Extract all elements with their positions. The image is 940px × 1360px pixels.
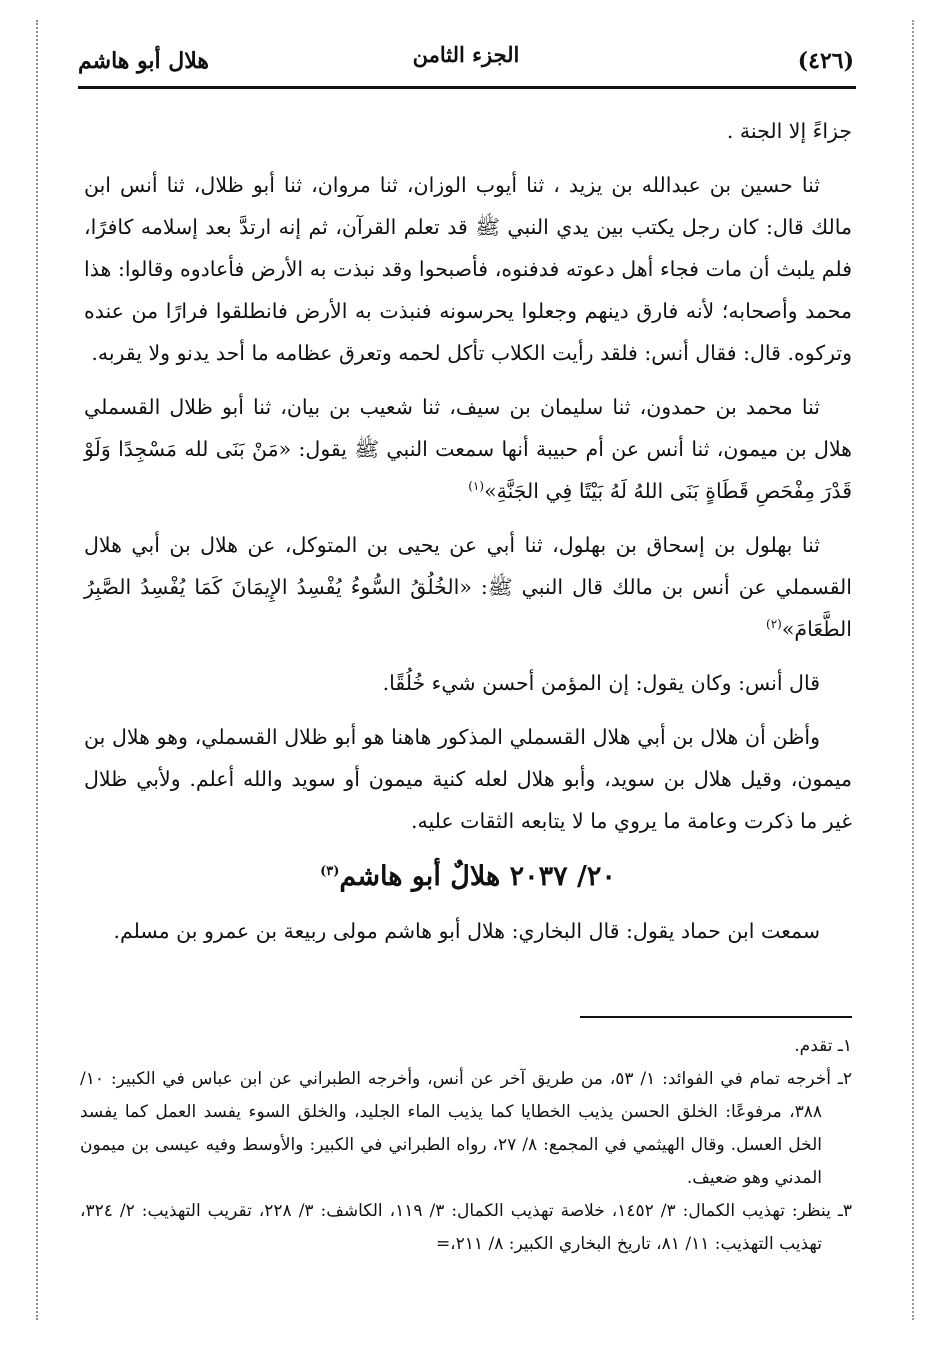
entry-heading-text: ٢٠/ ٢٠٣٧ هلالٌ أبو هاشم [339,861,616,892]
paragraph-2-text: ثنا محمد بن حمدون، ثنا سليمان بن سيف، ثنا شعيب بن بيان، ثنا أبو ظلال القسملي هلال بن ميمون، ثنا أنس عن أم حبيبة أنها سمعت النبي ﷺ يقول: «مَنْ بَنَى لله مَسْجِدًا وَلَوْ قَدْرَ مِفْحَصِ قَطَاةٍ بَنَى اللهُ لَهُ بَيْتًا فِي الجَنَّةِ» [84,395,852,503]
page-header [78,40,854,80]
page-number: (٤٢٦) [797,48,854,74]
paragraph-1: ثنا حسين بن عبدالله بن يزيد ، ثنا أيوب الوزان، ثنا مروان، ثنا أبو ظلال، ثنا أنس ابن مالك قال: كان رجل يكتب بين يدي النبي ﷺ قد تعلم القرآن، ثم إنه ارتدَّ بعد إسلامه كافرًا، فلم يلبث أن مات فجاء أهل دعوته فدفنوه، فأصبحوا وقد نبذت به الأرض فأعادوه وقالوا: هذا محمد وأصحابه؛ لأنه فارق دينهم وجعلوا يحرسونه فنبذت به الأرض فانطلقوا فرارًا من عنده وتركوه. قال: فقال أنس: فلقد رأيت الكلاب تأكل لحمه وتعرق عظامه ما أحد يدنو ولا يقربه. [84,173,852,365]
paragraph-3-text: ثنا بهلول بن إسحاق بن بهلول، ثنا أبي عن يحيى بن المتوكل، عن هلال بن أبي هلال القسملي عن أنس بن مالك قال النبي ﷺ: «الخُلُقُ السُّوءُ يُفْسِدُ الإِيمَانَ كَمَا يُفْسِدُ الصَّبِرُ الطَّعَامَ» [84,533,852,641]
part-title: الجزء الثامن [412,42,520,67]
right-margin-dots [912,20,914,1320]
footnote-ref-3: (٣) [320,864,340,879]
footnote-ref-2: (٢) [766,617,782,632]
footnote-2: ٢ـ أخرجه تمام في الفوائد: ١/ ٥٣، من طريق آخر عن أنس، وأخرجه الطبراني عن ابن عباس في الكبير: ١٠/ ٣٨٨، مرفوعًا: الخلق الحسن يذيب الخطايا كما يذيب الماء الجليد، والخلق السوء يفسد العمل كما يفسد الخل العسل. وقال الهيثمي في المجمع: ٨/ ٢٧، رواه الطبراني في الكبير: والأوسط وفيه عيسى بن ميمون المدني وهو ضعيف. [80,1069,852,1188]
paragraph-4: قال أنس: وكان يقول: إن المؤمن أحسن شيء خُلُقًا. [382,671,820,695]
paragraph-3 [84,524,852,650]
header-rule [78,86,856,89]
footnote-separator [580,1016,852,1018]
paragraph-5: وأظن أن هلال بن أبي هلال القسملي المذكور هاهنا هو أبو ظلال القسملي، وهو هلال بن ميمون، وقيل هلال بن سويد، وأبو هلال لعله كنية ميمون أو سويد والله أعلم. ولأبي ظلال غير ما ذكرت وعامة ما يروي ما لا يتابعه الثقات عليه. [84,725,852,833]
footnote-1: ١ـ تقدم. [794,1036,852,1056]
paragraph-6: سمعت ابن حماد يقول: قال البخاري: هلال أبو هاشم مولى ربيعة بن عمرو بن مسلم. [113,919,820,943]
left-margin-dots [36,20,38,1320]
running-title: هلال أبو هاشم [78,48,210,74]
paragraph-2 [84,386,852,512]
footnotes [80,1030,852,1261]
footnote-ref-1: (١) [468,479,485,494]
footnote-3: ٣ـ ينظر: تهذيب الكمال: ٣/ ١٤٥٢، خلاصة تهذيب الكمال: ٣/ ١١٩، الكاشف: ٣/ ٢٢٨، تقريب التهذيب: ٢/ ٣٢٤، تهذيب التهذيب: ١١/ ٨١، تاريخ البخاري الكبير: ٨/ ٢١١،= [80,1201,852,1254]
main-text [84,110,852,964]
entry-heading [84,854,852,900]
paragraph-continuation: جزاءً إلا الجنة . [726,119,852,143]
